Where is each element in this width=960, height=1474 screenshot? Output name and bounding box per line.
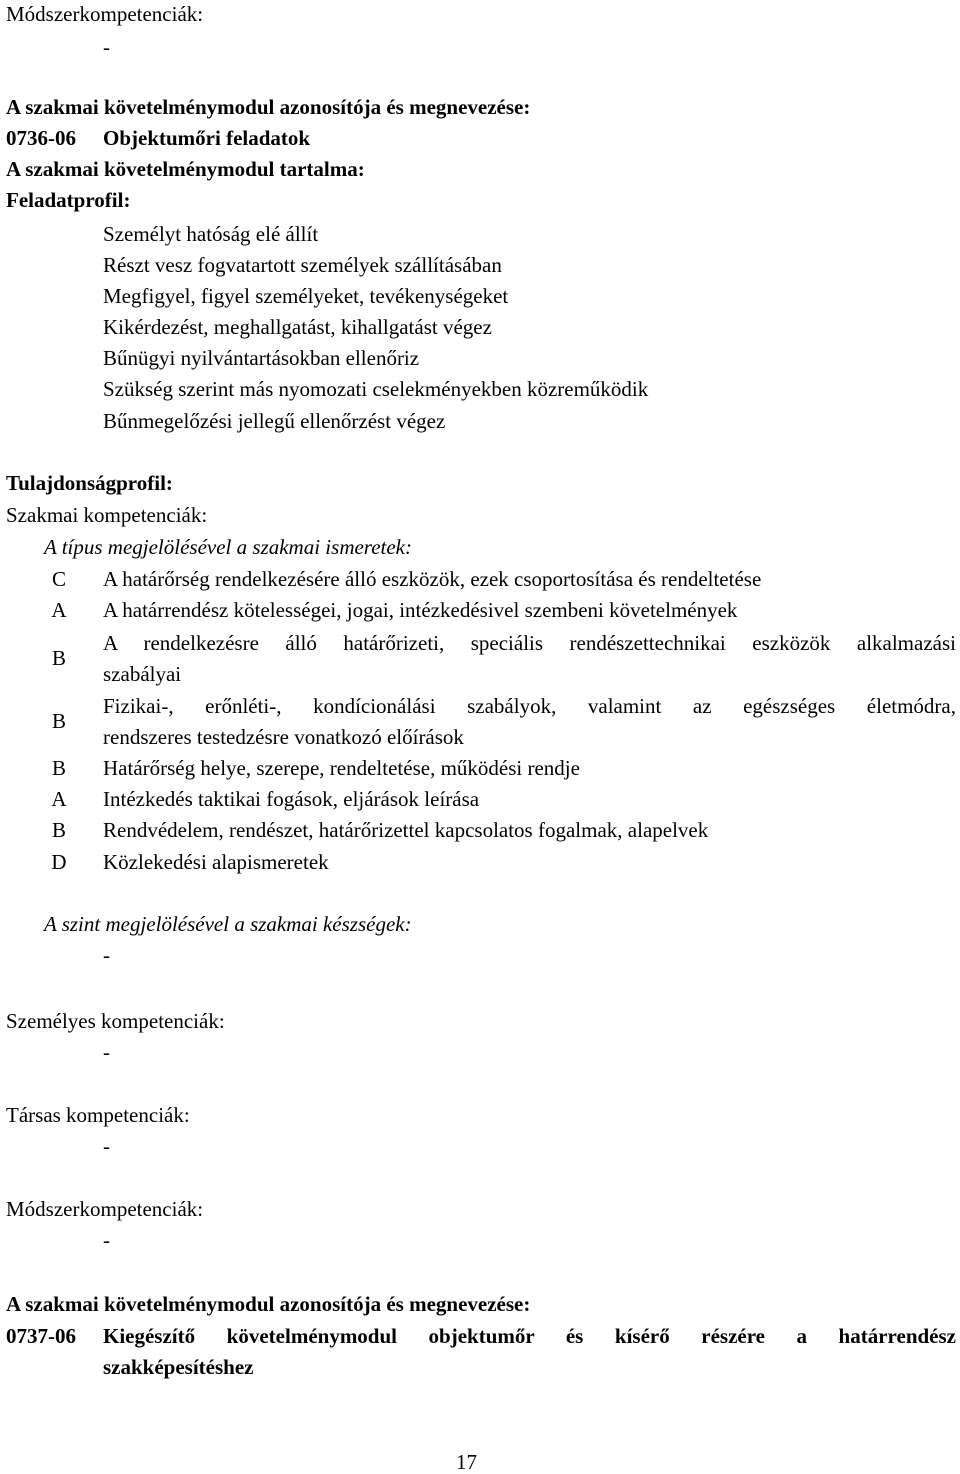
- tarsas-dash: -: [103, 1134, 110, 1158]
- ismeret-text-line2: rendszeres testedzésre vonatkozó előírások: [103, 725, 464, 749]
- tulajdonsag-heading: Tulajdonságprofil:: [6, 471, 173, 495]
- ismeret-text: Határőrség helye, szerepe, rendeltetése, működési rendje: [103, 756, 580, 780]
- module1-id-heading: A szakmai követelménymodul azonosítója és megnevezése:: [6, 95, 531, 119]
- module2-id-heading: A szakmai követelménymodul azonosítója és megnevezése:: [6, 1292, 531, 1316]
- ismeret-text-line2: szabályai: [103, 662, 182, 686]
- ismeret-text: Közlekedési alapismeretek: [103, 850, 329, 874]
- keszsegek-dash: -: [103, 943, 110, 967]
- feladat-item: Szükség szerint más nyomozati cselekményekben közreműködik: [103, 377, 649, 401]
- ismeret-text: Rendvédelem, rendészet, határőrizettel kapcsolatos fogalmak, alapelvek: [103, 818, 709, 842]
- feladat-item: Megfigyel, figyel személyeket, tevékenységeket: [103, 284, 509, 308]
- ismeret-text-line1: Fizikai-, erőnléti-, kondícionálási szabályok, valamint az egészséges életmódra,: [103, 694, 956, 718]
- szemelyes-dash: -: [103, 1040, 110, 1064]
- tarsas-label: Társas kompetenciák:: [6, 1103, 190, 1127]
- szakmai-kompetenciak-label: Szakmai kompetenciák:: [6, 503, 208, 527]
- modszer-label-top: Módszerkompetenciák:: [6, 2, 204, 26]
- szemelyes-label: Személyes kompetenciák:: [6, 1009, 225, 1033]
- feladat-item: Bűnügyi nyilvántartásokban ellenőriz: [103, 346, 420, 370]
- ismeret-grade: B: [51, 646, 66, 670]
- feladat-item: Személyt hatóság elé állít: [103, 222, 319, 246]
- ismeret-grade: A: [51, 787, 67, 811]
- ismeret-grade: C: [51, 567, 66, 591]
- module2-name-line1: Kiegészítő követelménymodul objektumőr és kísérő részére a határrendész: [103, 1324, 956, 1348]
- modszer-label: Módszerkompetenciák:: [6, 1197, 204, 1221]
- module1-name: Objektumőri feladatok: [103, 126, 311, 150]
- ismeret-grade: B: [51, 756, 66, 780]
- ismeretek-label: A típus megjelölésével a szakmai ismeretek:: [44, 535, 412, 559]
- module2-name-line2: szakképesítéshez: [103, 1355, 254, 1379]
- module1-code: 0736-06: [6, 126, 76, 150]
- feladat-item: Bűnmegelőzési jellegű ellenőrzést végez: [103, 409, 446, 433]
- module2-code: 0737-06: [6, 1324, 76, 1348]
- feladat-item: Kikérdezést, meghallgatást, kihallgatást végez: [103, 315, 492, 339]
- ismeret-text: Intézkedés taktikai fogások, eljárások leírása: [103, 787, 480, 811]
- module1-content-heading: A szakmai követelménymodul tartalma:: [6, 157, 365, 181]
- feladatprofil-heading: Feladatprofil:: [6, 188, 131, 212]
- ismeret-grade: B: [51, 709, 66, 733]
- keszsegek-label: A szint megjelölésével a szakmai készségek:: [44, 912, 412, 936]
- ismeret-text: A határrendész kötelességei, jogai, intézkedésivel szembeni követelmények: [103, 598, 738, 622]
- ismeret-grade: D: [51, 850, 67, 874]
- modszer-dash-top: -: [103, 35, 110, 59]
- ismeret-grade: B: [51, 818, 66, 842]
- ismeret-text-line1: A rendelkezésre álló határőrizeti, speciális rendészettechnikai eszközök alkalmazási: [103, 631, 956, 655]
- modszer-dash: -: [103, 1228, 110, 1252]
- feladat-item: Részt vesz fogvatartott személyek szállításában: [103, 253, 502, 277]
- page-number: 17: [456, 1450, 477, 1474]
- ismeret-grade: A: [51, 598, 67, 622]
- ismeret-text: A határőrség rendelkezésére álló eszközök, ezek csoportosítása és rendeltetése: [103, 567, 762, 591]
